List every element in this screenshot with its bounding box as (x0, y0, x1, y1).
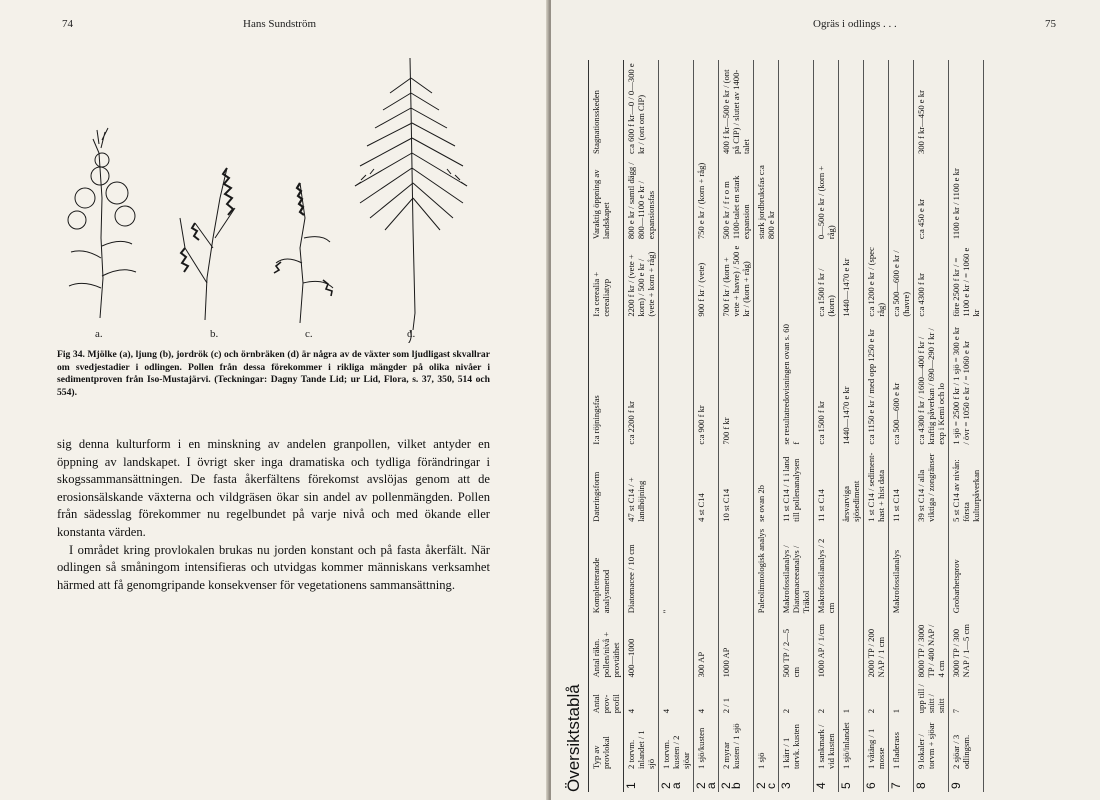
row-number: 2 c (754, 772, 779, 792)
table-cell (864, 157, 889, 242)
figure-label-b: b. (210, 328, 219, 340)
figure-label-d: d. (407, 328, 416, 340)
table-cell (889, 157, 914, 242)
figure-label-c: c. (305, 328, 313, 340)
table-cell: Diatomacee / 10 cm (624, 525, 659, 616)
row-number: 8 (914, 772, 949, 792)
table-cell: upp till / snitt / snitt (914, 680, 949, 716)
row-number: 9 (949, 772, 984, 792)
table-cell: 300 f kr—450 e kr (914, 60, 949, 157)
table-cell (889, 60, 914, 157)
column-header: I:a röjningsfas (589, 320, 624, 448)
figure-caption: Fig 34. Mjölke (a), ljung (b), jordrök (c) och örnbräken (d) är några av de växter som ljudligast skvallrar om svedjestadier i odlingen. Pollen från dessa förekommer i rikliga mängder på olika nivåer i sedimentproven från Iso-Mustajärvi. (Teckningar: Dagny Tande Lid; ur Lid, Flora, s. 37, 350, 514 och 554). (57, 349, 490, 398)
table-cell (659, 60, 694, 157)
table-cell (839, 616, 864, 680)
table-row (659, 60, 694, 792)
table-cell: 4 st C14 (694, 448, 719, 525)
column-header: Antal räkn. pollen/nivå + provtäthet (589, 616, 624, 680)
row-number: 6 (864, 772, 889, 792)
table-row (624, 60, 659, 792)
table-cell: c:a 450 e kr (914, 157, 949, 242)
table-row (814, 60, 839, 792)
table-cell: 11 st C14 (889, 448, 914, 525)
table-cell (839, 157, 864, 242)
table-cell: 1 sjö/inlandet (839, 716, 864, 772)
column-header: Stagnationsskeden (589, 60, 624, 157)
table-row (864, 60, 889, 792)
table-cell: c:a 500—600 e kr / (havre) (889, 242, 914, 320)
table-row (889, 60, 914, 792)
table-cell: 800 e kr / samtl dägg / 800—1100 e kr / expansionsfas (624, 157, 659, 242)
table-cell: 2000 TP / 200 NAP / 1 cm (864, 616, 889, 680)
table-cell: c:a 4300 f kr / 1600—400 f kr / kraftig påverkan / 690—290 f kr / exp i Kemi och lo (914, 320, 949, 448)
header-row-number (589, 772, 624, 792)
table-cell: 900 f kr / (vete) (694, 242, 719, 320)
table-cell: c:a 1150 e kr / med opp 1250 e kr (864, 320, 889, 448)
table-cell: 39 st C14 / alla viktiga / zongränser (914, 448, 949, 525)
table-cell: 11 st C14 / 1 i land till pollenanalysen (779, 448, 814, 525)
table-cell (779, 242, 814, 320)
table-row (754, 60, 779, 792)
table-cell: 47 st C14 / + landhöjning (624, 448, 659, 525)
table-cell (864, 525, 889, 616)
table-cell (659, 242, 694, 320)
table-cell: Makrofossilanalys / Diatomaceeanalys / Träkol (779, 525, 814, 616)
overview-table (588, 60, 984, 792)
table-cell: 1 sjö (754, 716, 779, 772)
column-header: Varaktig öppning av landskapet (589, 157, 624, 242)
column-header: I:a cerealia + cerealiatyp (589, 242, 624, 320)
table-cell: 5 st C14 av nivån: första kulturpåverkan (949, 448, 984, 525)
table-cell: se resultatredovisningen ovan s. 60 f (779, 320, 814, 448)
table-cell: stark jordbruksfas c:a 800 e kr (754, 157, 779, 242)
table-cell: Grobarhetsprov (949, 525, 984, 616)
table-cell (754, 680, 779, 716)
table-cell: c:a 500—600 e kr (889, 320, 914, 448)
row-number: 7 (889, 772, 914, 792)
table-row (694, 60, 719, 792)
table-cell (914, 525, 949, 616)
table-cell (754, 60, 779, 157)
bracken-drawing (355, 58, 467, 343)
table-cell: 1 st C14 / sediment-hast + hist data (864, 448, 889, 525)
table-cell (694, 60, 719, 157)
table-cell: 1440—1470 e kr (839, 320, 864, 448)
table-cell: c:a 4300 f kr (914, 242, 949, 320)
table-cell: 1 sankmark / vid kusten (814, 716, 839, 772)
table-cell: 1440—1470 e kr (839, 242, 864, 320)
row-number: 4 (814, 772, 839, 792)
column-header: Kompletterande analysmetod (589, 525, 624, 616)
table-cell: 700 f kr / (korn + vete + havre) / 500 e kr / (korn + råg) (719, 242, 754, 320)
table-cell (889, 616, 914, 680)
table-cell: c:a 900 f kr (694, 320, 719, 448)
table-cell: 4 (659, 680, 694, 716)
table-cell: Makrofossilanalys / 2 cm (814, 525, 839, 616)
table-cell: 1 våtäng / 1 mosse (864, 716, 889, 772)
table-cell: 1000 AP / 1/cm (814, 616, 839, 680)
table-row (914, 60, 949, 792)
column-header: Dateringsform (589, 448, 624, 525)
table-row (779, 60, 814, 792)
table-cell: " (659, 525, 694, 616)
row-number: 1 (624, 772, 659, 792)
table-cell: 9 lokaler / torvm + sjöar (914, 716, 949, 772)
row-number: 5 (839, 772, 864, 792)
table-cell: 1 (839, 680, 864, 716)
table-cell (659, 157, 694, 242)
table-cell (949, 60, 984, 157)
table-cell: 1 torvm. kusten / 2 sjöar (659, 716, 694, 772)
table-cell: före 2500 f kr / = 1100 e kr / = 1060 e kr (949, 242, 984, 320)
table-cell: 2 (814, 680, 839, 716)
table-cell: 750 e kr / (korn + råg) (694, 157, 719, 242)
table-cell: 7 (949, 680, 984, 716)
table-cell: 1100 e kr / 1100 e kr (949, 157, 984, 242)
row-number: 2 a (694, 772, 719, 792)
running-head-right: Ogräs i odlings . . . (813, 18, 897, 30)
row-number: 3 (779, 772, 814, 792)
table-cell: 10 st C14 (719, 448, 754, 525)
table-cell (754, 320, 779, 448)
table-cell (754, 616, 779, 680)
paragraph-2: I området kring provlokalen brukas nu jorden konstant och på fasta åkerfält. När odlingen så småningom intensifieras och utvidgas kommer människans verksamhet härmed att få genomgripande konsekvenser för vegetationens sammansättning. (57, 542, 490, 592)
table-cell: 500 TP / 2—5 cm (779, 616, 814, 680)
table-cell: 1 sjö = 2500 f kr / 1 sjö = 300 e kr / övr = 1050 e kr / = 1060 e kr (949, 320, 984, 448)
table-cell: 3000 TP / 300 NAP / 1—5 cm (949, 616, 984, 680)
table-cell: 1 fladerass (889, 716, 914, 772)
table-cell (659, 320, 694, 448)
table-cell: Paleolimnologisk analys (754, 525, 779, 616)
table-cell (754, 242, 779, 320)
fumitory-drawing (274, 183, 333, 323)
table-row (839, 60, 864, 792)
table-cell: se ovan 2b (754, 448, 779, 525)
table-cell: 2 sjöar / 3 odlingsm. (949, 716, 984, 772)
table-cell: 2200 f kr / (vete + korn) / 500 e kr / (vete + korn + råg) (624, 242, 659, 320)
table-cell (779, 157, 814, 242)
column-header: Antal prov-profil (589, 680, 624, 716)
table-body (624, 60, 984, 792)
table-cell (864, 60, 889, 157)
table-cell (694, 525, 719, 616)
table-cell: c:a 1500 f kr (814, 320, 839, 448)
table-cell: 400—1000 (624, 616, 659, 680)
body-text (57, 436, 490, 594)
table-cell: 8000 TP / 3000 TP / 400 NAP / 4 cm (914, 616, 949, 680)
table-cell: Makrofossilanalys (889, 525, 914, 616)
row-number: 2 b (719, 772, 754, 792)
plant-illustration (55, 48, 475, 343)
table-cell: årsvarviga sjösediment (839, 448, 864, 525)
table-cell: 2 / 1 (719, 680, 754, 716)
table-cell: 11 st C14 (814, 448, 839, 525)
table-title: Översiktstablå (564, 684, 583, 792)
table-cell: 300 AP (694, 616, 719, 680)
table-cell: 500 e kr / f r o m 1100-talet en stark expansion (719, 157, 754, 242)
table-cell (839, 525, 864, 616)
heather-drawing (180, 168, 235, 320)
table-cell: 1 (889, 680, 914, 716)
table-cell (659, 616, 694, 680)
page-number-right: 75 (1045, 18, 1056, 30)
table-cell: 1000 AP (719, 616, 754, 680)
table-cell: 0—500 e kr / (korn + råg) (814, 157, 839, 242)
overview-table-rotated (564, 60, 1032, 792)
table-cell: 1 sjö/kusten (694, 716, 719, 772)
table-cell: 400 f kr—500 e kr / (ont på CIP) / slutet av 1400-talet (719, 60, 754, 157)
fireweed-drawing (68, 128, 136, 318)
table-cell: 2 (779, 680, 814, 716)
table-cell: 700 f kr (719, 320, 754, 448)
table-cell (814, 60, 839, 157)
figure-label-a: a. (95, 328, 103, 340)
table-header-row (589, 60, 624, 792)
table-cell: 1 kärr / 1 torvk. kusten (779, 716, 814, 772)
table-cell: 4 (624, 680, 659, 716)
table-cell (839, 60, 864, 157)
row-number: 2 a (659, 772, 694, 792)
left-page (0, 0, 549, 800)
table-cell: c:a 600 f kr—0 / 0—300 e kr / (ont om CIP) (624, 60, 659, 157)
table-row (949, 60, 984, 792)
paragraph-1: sig denna kulturform i en minskning av andelen granpollen, vilket antyder en öppning av landskapet. I övrigt sker inga dramatiska och tydliga förändringar i skogssammansättningen. De fasta åkerfältens förekomst avslöjas genom att de erosionsälskande växterna och vildgräsen ökar sin andel av pollenmängden. Pollen från sädesslag förekommer nu regelbundet på varje nivå och med ökande eller konstanta värden. (57, 437, 490, 539)
table-cell (659, 448, 694, 525)
table-cell: c:a 1500 f kr / (korn) (814, 242, 839, 320)
table-cell: c:a 1200 e kr / (spec råg) (864, 242, 889, 320)
table-cell: c:a 2200 f kr (624, 320, 659, 448)
table-cell (779, 60, 814, 157)
table-cell: 2 (864, 680, 889, 716)
table-row (719, 60, 754, 792)
botanical-drawings (55, 48, 475, 343)
table-cell (719, 525, 754, 616)
page-number-left: 74 (62, 18, 73, 30)
running-head-left: Hans Sundström (243, 18, 317, 30)
column-header: Typ av provlokal (589, 716, 624, 772)
table-cell: 2 myrar kusten / 1 sjö (719, 716, 754, 772)
table-cell: 4 (694, 680, 719, 716)
table-cell: 2 torvm. inlandet / 1 sjö (624, 716, 659, 772)
